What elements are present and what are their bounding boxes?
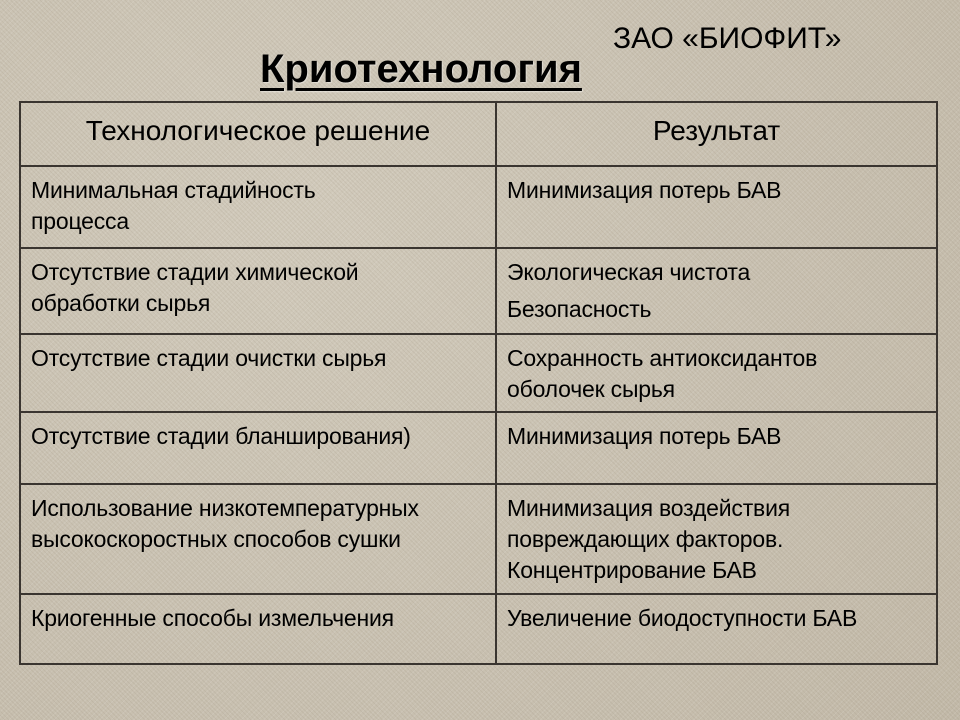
- table-header-row: [20, 102, 937, 166]
- cell-text: процесса: [31, 208, 129, 234]
- table-row: [20, 484, 937, 594]
- solution-cell: [20, 412, 496, 484]
- table-row: [20, 594, 937, 664]
- cell-text: Криогенные способы измельчения: [31, 605, 394, 631]
- cell-text: Минимизация потерь БАВ: [507, 177, 782, 203]
- result-cell: [496, 594, 937, 664]
- cell-text: Минимизация потерь БАВ: [507, 423, 782, 449]
- cell-text: Экологическая чистота: [507, 259, 751, 285]
- table-row: [20, 334, 937, 412]
- cell-text: Безопасность: [507, 296, 652, 322]
- result-cell: [496, 484, 937, 594]
- cell-text: Отсутствие стадии очистки сырья: [31, 345, 387, 371]
- result-cell: [496, 334, 937, 412]
- solution-cell: [20, 248, 496, 334]
- header-result: Результат: [496, 102, 937, 166]
- cell-text: Увеличение биодоступности БАВ: [507, 605, 858, 631]
- table-row: [20, 248, 937, 334]
- result-cell: [496, 248, 937, 334]
- cell-text: высокоскоростных способов сушки: [31, 526, 401, 552]
- solution-cell: [20, 594, 496, 664]
- cell-text: Минимизация воздействия: [507, 495, 790, 521]
- result-cell: [496, 412, 937, 484]
- company-name: ЗАО «БИОФИТ»: [613, 22, 842, 55]
- cell-text: обработки сырья: [31, 290, 211, 316]
- table-row: [20, 166, 937, 248]
- cell-text: оболочек сырья: [507, 376, 675, 402]
- table-row: [20, 412, 937, 484]
- cell-text: Концентрирование БАВ: [507, 557, 757, 583]
- cell-text: Сохранность антиоксидантов: [507, 345, 818, 371]
- result-cell: [496, 166, 937, 248]
- cell-text: Использование низкотемпературных: [31, 495, 419, 521]
- cell-text: Отсутствие стадии бланширования): [31, 423, 411, 449]
- comparison-table: [19, 101, 938, 665]
- solution-cell: [20, 166, 496, 248]
- cell-text: повреждающих факторов.: [507, 526, 784, 552]
- solution-cell: [20, 484, 496, 594]
- header-solution: Технологическое решение: [20, 102, 496, 166]
- cell-text: Минимальная стадийность: [31, 177, 316, 203]
- solution-cell: [20, 334, 496, 412]
- slide-title: Криотехнология: [260, 47, 582, 91]
- cell-text: Отсутствие стадии химической: [31, 259, 359, 285]
